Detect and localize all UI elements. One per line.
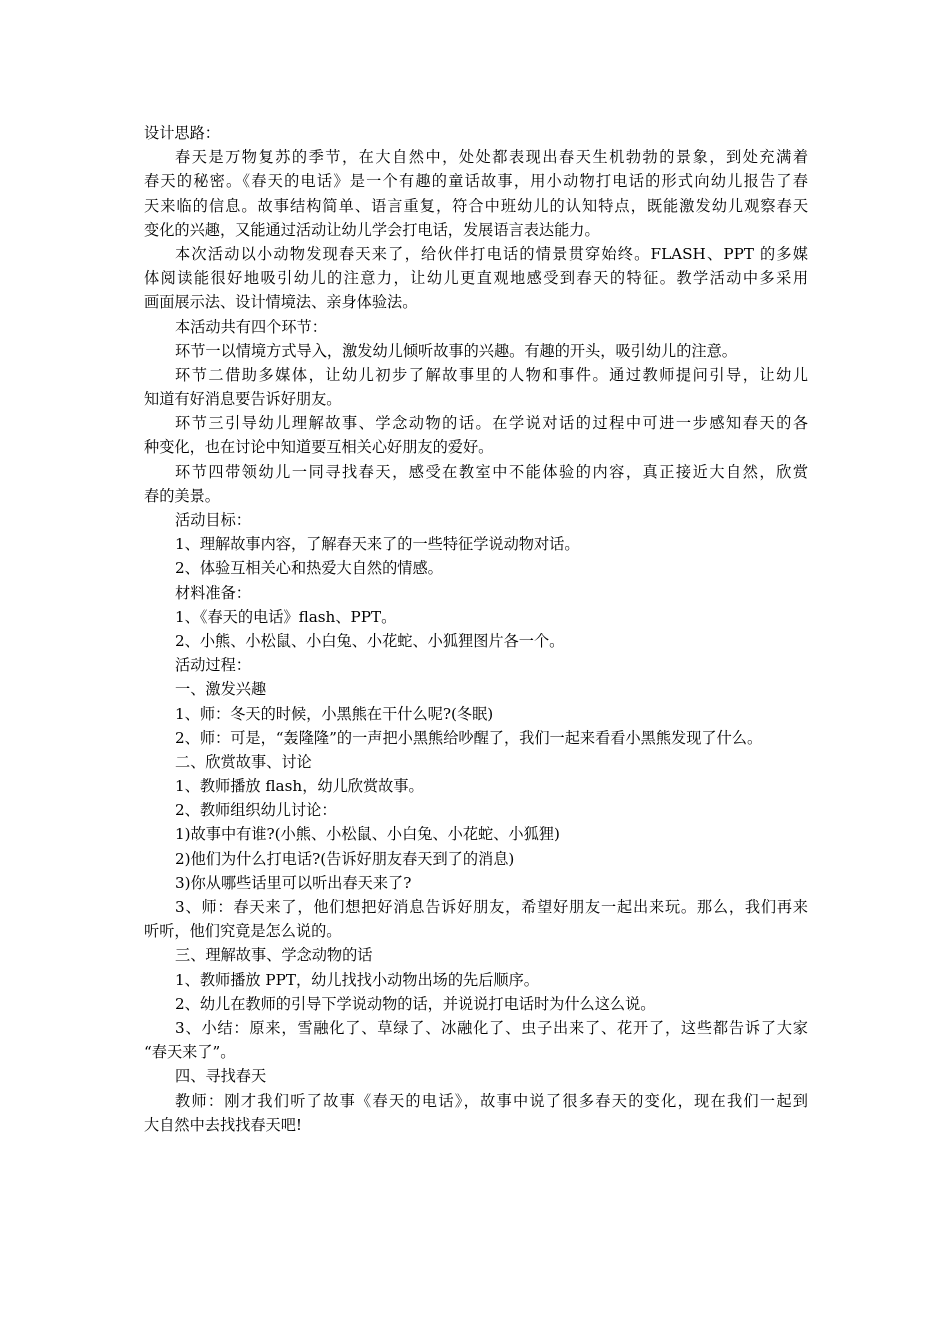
paragraph-line: 画面展示法、设计情境法、亲身体验法。 (144, 293, 418, 312)
list-item: 1、教师播放 flash，幼儿欣赏故事。 (175, 777, 424, 796)
paragraph-line: 环节一以情境方式导入，激发幼儿倾听故事的兴趣。有趣的开头，吸引幼儿的注意。 (175, 341, 737, 360)
list-item: 2、师：可是，“轰隆隆”的一声把小黑熊给吵醒了，我们一起来看看小黑熊发现了什么。 (175, 728, 763, 747)
section-heading-materials: 材料准备： (175, 583, 251, 602)
list-item: 3、小结：原来，雪融化了、草绿了、冰融化了、虫子出来了、花开了，这些都告诉了大家 (175, 1018, 808, 1037)
subsection-heading: 四、寻找春天 (175, 1067, 267, 1086)
paragraph-line: 天来临的信息。故事结构简单、语言重复，符合中班幼儿的认知特点，既能激发幼儿观察春天 (144, 196, 808, 215)
list-item: 1、《春天的电话》flash、PPT。 (175, 607, 397, 626)
list-item: 1、教师播放 PPT，幼儿找找小动物出场的先后顺序。 (175, 970, 539, 989)
subsection-heading: 一、激发兴趣 (175, 680, 267, 699)
paragraph-line: 春的美景。 (144, 486, 220, 505)
list-item: 1、理解故事内容，了解春天来了的一些特征学说动物对话。 (175, 535, 580, 554)
list-item: 2、幼儿在教师的引导下学说动物的话，并说说打电话时为什么这么说。 (175, 994, 656, 1013)
paragraph-line: 体阅读能很好地吸引幼儿的注意力，让幼儿更直观地感受到春天的特征。教学活动中多采用 (144, 269, 808, 288)
paragraph-line: “春天来了”。 (144, 1043, 236, 1062)
paragraph-line: 春天的秘密。《春天的电话》是一个有趣的童话故事，用小动物打电话的形式向幼儿报告了春 (144, 172, 808, 191)
paragraph-line: 春天是万物复苏的季节，在大自然中，处处都表现出春天生机勃勃的景象，到处充满着 (175, 148, 808, 167)
subsection-heading: 二、欣赏故事、讨论 (175, 752, 312, 771)
paragraph-line: 教师：刚才我们听了故事《春天的电话》，故事中说了很多春天的变化，现在我们一起到 (175, 1091, 808, 1110)
paragraph-line: 听听，他们究竟是怎么说的。 (144, 922, 342, 941)
paragraph-line: 知道有好消息要告诉好朋友。 (144, 390, 342, 409)
paragraph-line: 环节三引导幼儿理解故事、学念动物的话。在学说对话的过程中可进一步感知春天的各 (175, 414, 808, 433)
paragraph-line: 本次活动以小动物发现春天来了，给伙伴打电话的情景贯穿始终。FLASH、PPT 的多媒 (175, 244, 808, 263)
list-item: 2、小熊、小松鼠、小白兔、小花蛇、小狐狸图片各一个。 (175, 631, 565, 650)
subsection-heading: 三、理解故事、学念动物的话 (175, 946, 373, 965)
paragraph-line: 环节二借助多媒体，让幼儿初步了解故事里的人物和事件。通过教师提问引导，让幼儿 (175, 365, 808, 384)
document-page (144, 121, 808, 1137)
section-heading-design-idea: 设计思路： (144, 124, 220, 142)
list-item: 1、师：冬天的时候，小黑熊在干什么呢?(冬眠) (175, 704, 494, 723)
paragraph-line: 大自然中去找找春天吧! (144, 1115, 302, 1134)
list-item: 2)他们为什么打电话?(告诉好朋友春天到了的消息) (175, 849, 515, 868)
list-item: 3、师：春天来了，他们想把好消息告诉好朋友，希望好朋友一起出来玩。那么，我们再来 (175, 898, 808, 916)
paragraph-line: 环节四带领幼儿一同寻找春天，感受在教室中不能体验的内容，真正接近大自然，欣赏 (175, 462, 808, 481)
list-item: 1)故事中有谁?(小熊、小松鼠、小白兔、小花蛇、小狐狸) (175, 825, 560, 844)
list-item: 3)你从哪些话里可以听出春天来了? (175, 873, 412, 892)
section-heading-process: 活动过程： (175, 656, 251, 675)
paragraph-line: 种变化，也在讨论中知道要互相关心好朋友的爱好。 (144, 438, 494, 457)
paragraph-line: 变化的兴趣，又能通过活动让幼儿学会打电话，发展语言表达能力。 (144, 220, 600, 239)
paragraph-line: 本活动共有四个环节： (175, 317, 327, 336)
list-item: 2、体验互相关心和热爱大自然的情感。 (175, 559, 443, 578)
section-heading-goals: 活动目标： (175, 511, 251, 529)
list-item: 2、教师组织幼儿讨论： (175, 801, 337, 820)
